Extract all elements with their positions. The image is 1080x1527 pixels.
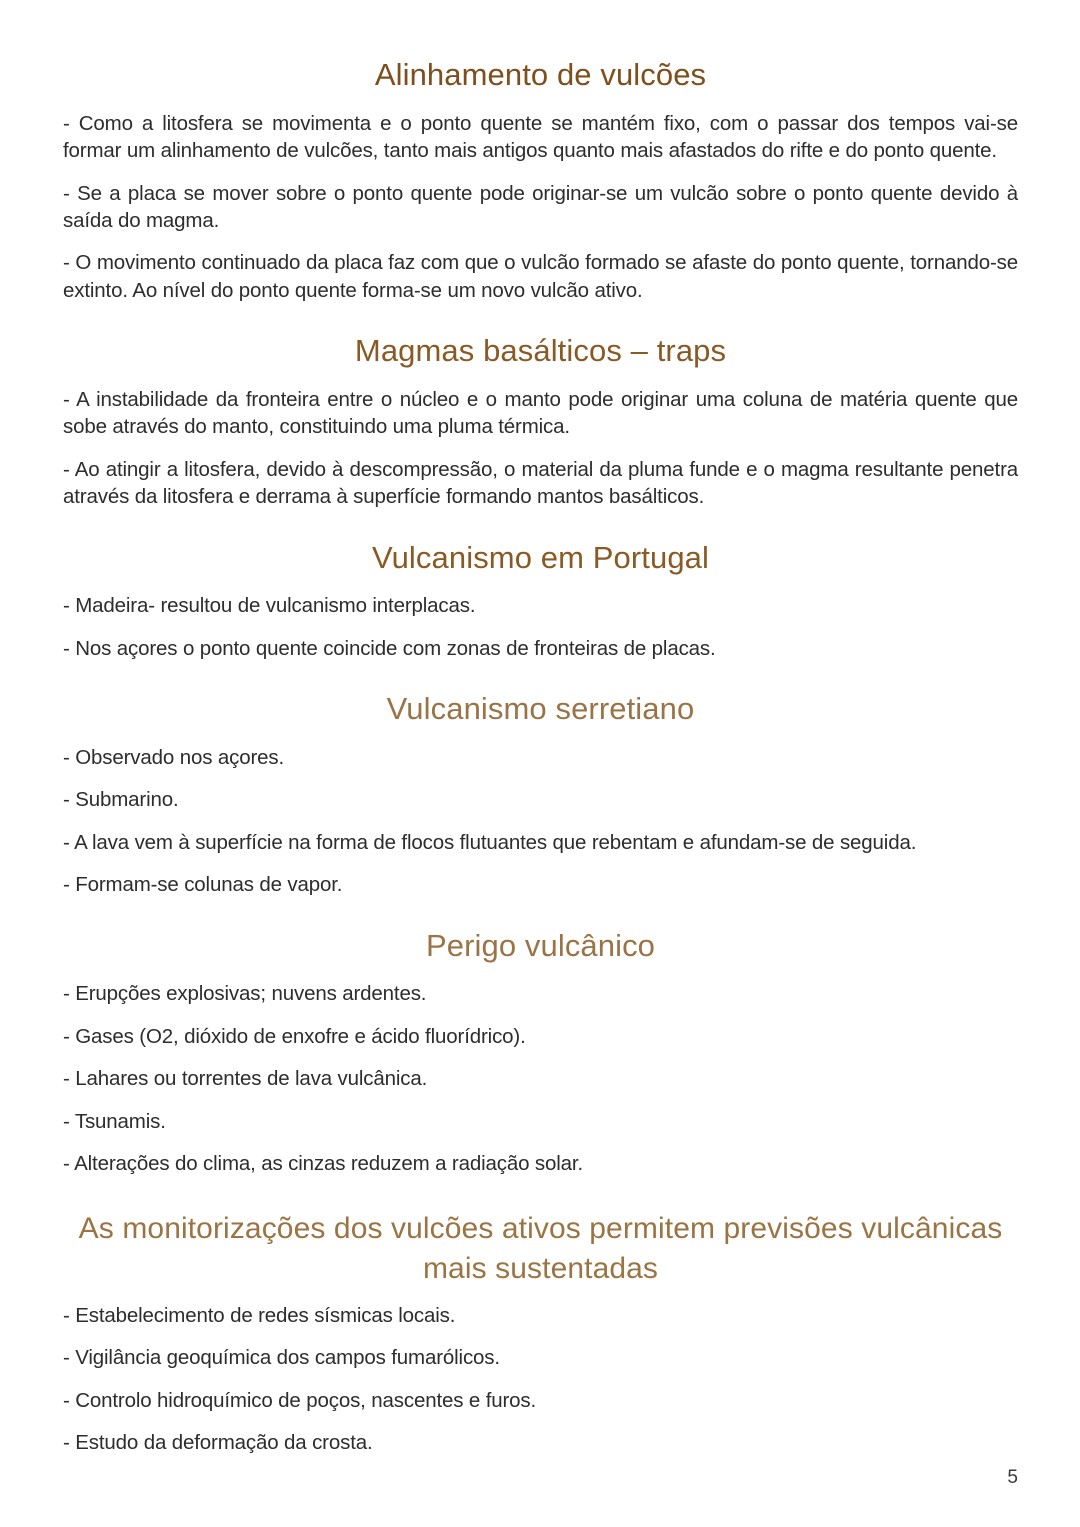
section-heading: Perigo vulcânico xyxy=(425,927,656,963)
paragraph: - Como a litosfera se movimenta e o ponto quente se mantém fixo, com o passar dos tempos vai-se formar um alinhamento de vulcões, tanto mais antigos quanto mais afastados do rifte e do ponto quente. xyxy=(63,111,1018,163)
paragraph: - A lava vem à superfície na forma de flocos flutuantes que rebentam e afundam-se de seguida. xyxy=(63,830,917,854)
paragraph: - Se a placa se mover sobre o ponto quente pode originar-se um vulcão sobre o ponto quente devido à saída do magma. xyxy=(63,181,1018,232)
section-magmas-basalticos-traps xyxy=(63,319,1018,510)
paragraph: - Estabelecimento de redes sísmicas locais. xyxy=(63,1303,456,1327)
section-monitorizacoes xyxy=(63,1193,1018,1457)
paragraph: - Vigilância geoquímica dos campos fumarólicos. xyxy=(63,1346,500,1370)
paragraph: - A instabilidade da fronteira entre o núcleo e o manto pode originar uma coluna de matéria quente que sobe através do manto, constituindo uma pluma térmica. xyxy=(63,387,1018,439)
section-vulcanismo-serretiano xyxy=(63,677,1018,898)
page-number: 5 xyxy=(1007,1467,1018,1488)
paragraph: - Nos açores o ponto quente coincide com zonas de fronteiras de placas. xyxy=(63,636,716,660)
document-body xyxy=(63,57,1018,1472)
paragraph: - Estudo da deformação da crosta. xyxy=(63,1431,373,1455)
paragraph: - Submarino. xyxy=(63,788,179,812)
section-vulcanismo-em-portugal xyxy=(63,526,1018,663)
paragraph: - Controlo hidroquímico de poços, nascentes e furos. xyxy=(63,1388,537,1412)
paragraph: - Observado nos açores. xyxy=(63,745,285,769)
section-heading: As monitorizações dos vulcões ativos permitem previsões vulcânicas mais sustentadas xyxy=(78,1211,1003,1286)
section-heading: Alinhamento de vulcões xyxy=(374,57,707,92)
paragraph: - Alterações do clima, as cinzas reduzem a radiação solar. xyxy=(63,1152,583,1176)
paragraph: - Formam-se colunas de vapor. xyxy=(63,873,343,897)
paragraph: - Lahares ou torrentes de lava vulcânica. xyxy=(63,1067,428,1091)
section-heading: Vulcanismo serretiano xyxy=(386,691,695,727)
paragraph: - Madeira- resultou de vulcanismo interplacas. xyxy=(63,594,476,618)
section-heading: Vulcanismo em Portugal xyxy=(371,539,710,575)
section-alinhamento-de-vulcoes xyxy=(63,57,1018,304)
paragraph: - Gases (O2, dióxido de enxofre e ácido fluorídrico). xyxy=(63,1024,526,1048)
paragraph: - Ao atingir a litosfera, devido à descompressão, o material da pluma funde e o magma resultante penetra através da litosfera e derrama à superfície formando mantos basálticos. xyxy=(63,457,1018,509)
paragraph: - Erupções explosivas; nuvens ardentes. xyxy=(63,982,427,1006)
paragraph: - O movimento continuado da placa faz com que o vulcão formado se afaste do ponto quente, tornando-se extinto. Ao nível do ponto quente forma-se um novo vulcão ativo. xyxy=(63,251,1018,302)
section-heading: Magmas basálticos – traps xyxy=(354,333,727,369)
section-perigo-vulcanico xyxy=(63,914,1018,1178)
paragraph: - Tsunamis. xyxy=(63,1109,166,1133)
